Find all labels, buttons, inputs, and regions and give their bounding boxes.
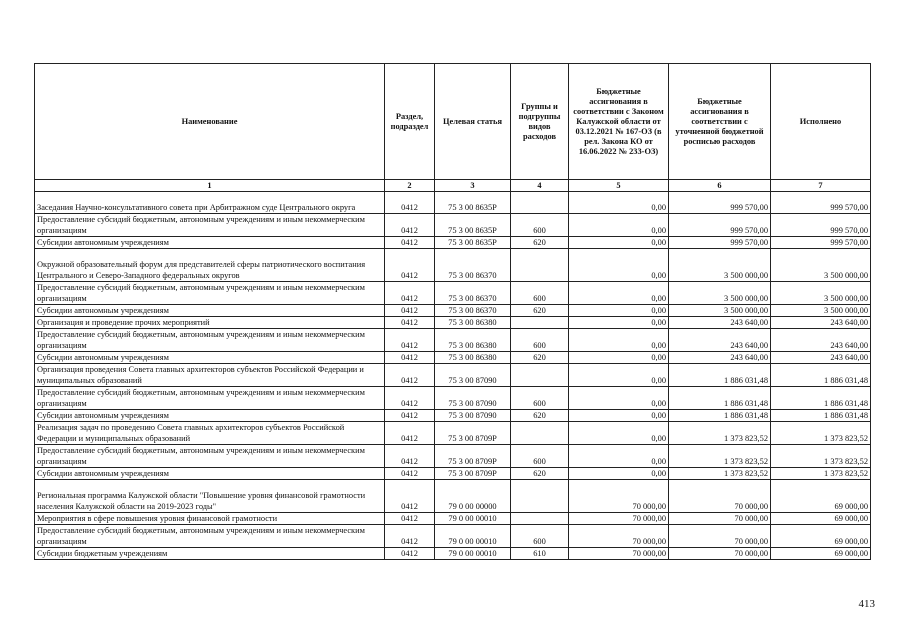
row-executed: 243 640,00 [771,317,871,329]
header-plan-allocation: Бюджетные ассигнования в соответствии с уточненной бюджетной росписью расходов [669,64,771,180]
table-row [35,548,871,560]
row-section: 0412 [385,513,435,525]
row-target-article: 75 3 00 86380 [435,352,511,364]
row-plan-allocation: 70 000,00 [669,513,771,525]
table-row [35,513,871,525]
table-row [35,364,871,387]
column-number: 5 [569,180,669,192]
row-name: Предоставление субсидий бюджетным, автономным учреждениям и иным некоммерческим организациям [35,525,385,548]
header-law-allocation: Бюджетные ассигнования в соответствии с Законом Калужской области от 03.12.2021 № 167-ОЗ (в рел. Закона КО от 16.06.2022 № 233-ОЗ) [569,64,669,180]
budget-table [34,63,871,560]
header-group: Группы и подгруппы видов расходов [511,64,569,180]
row-target-article: 75 3 00 87090 [435,387,511,410]
table-row [35,282,871,305]
row-section: 0412 [385,480,435,513]
row-law-allocation: 0,00 [569,192,669,214]
row-law-allocation: 70 000,00 [569,480,669,513]
row-section: 0412 [385,352,435,364]
row-expense-group [511,192,569,214]
row-target-article: 75 3 00 87090 [435,410,511,422]
row-expense-group: 600 [511,214,569,237]
row-law-allocation: 0,00 [569,282,669,305]
row-name: Предоставление субсидий бюджетным, автономным учреждениям и иным некоммерческим организациям [35,329,385,352]
row-name: Организация и проведение прочих мероприятий [35,317,385,329]
table-row [35,192,871,214]
table-row [35,237,871,249]
row-law-allocation: 0,00 [569,410,669,422]
row-executed: 999 570,00 [771,214,871,237]
row-expense-group: 600 [511,445,569,468]
row-expense-group: 600 [511,387,569,410]
row-name: Субсидии бюджетным учреждениям [35,548,385,560]
row-name: Субсидии автономным учреждениям [35,237,385,249]
row-plan-allocation: 1 373 823,52 [669,422,771,445]
row-executed: 1 886 031,48 [771,410,871,422]
row-executed: 69 000,00 [771,480,871,513]
row-executed: 69 000,00 [771,548,871,560]
row-law-allocation: 0,00 [569,237,669,249]
table-row [35,525,871,548]
row-name: Субсидии автономным учреждениям [35,468,385,480]
row-target-article: 79 0 00 00010 [435,525,511,548]
row-name: Субсидии автономным учреждениям [35,410,385,422]
row-law-allocation: 70 000,00 [569,548,669,560]
row-section: 0412 [385,305,435,317]
row-law-allocation: 0,00 [569,214,669,237]
row-name: Реализация задач по проведению Совета главных архитекторов субъектов Российской Федерации и муниципальных образований [35,422,385,445]
row-executed: 1 373 823,52 [771,445,871,468]
row-target-article: 79 0 00 00010 [435,548,511,560]
row-section: 0412 [385,387,435,410]
row-name: Предоставление субсидий бюджетным, автономным учреждениям и иным некоммерческим организациям [35,282,385,305]
row-plan-allocation: 999 570,00 [669,214,771,237]
row-plan-allocation: 1 373 823,52 [669,468,771,480]
row-executed: 69 000,00 [771,513,871,525]
row-expense-group [511,317,569,329]
row-executed: 243 640,00 [771,352,871,364]
row-section: 0412 [385,525,435,548]
row-law-allocation: 0,00 [569,468,669,480]
row-expense-group [511,513,569,525]
row-expense-group [511,422,569,445]
table-body [35,192,871,560]
row-section: 0412 [385,329,435,352]
column-number: 7 [771,180,871,192]
row-name: Предоставление субсидий бюджетным, автономным учреждениям и иным некоммерческим организациям [35,445,385,468]
header-executed: Исполнено [771,64,871,180]
table-row [35,422,871,445]
row-target-article: 75 3 00 8635Р [435,192,511,214]
row-plan-allocation: 1 886 031,48 [669,364,771,387]
row-law-allocation: 0,00 [569,249,669,282]
column-number-row [35,180,871,192]
row-executed: 3 500 000,00 [771,282,871,305]
row-executed: 1 886 031,48 [771,387,871,410]
row-target-article: 75 3 00 86370 [435,282,511,305]
table-row [35,317,871,329]
row-expense-group: 620 [511,468,569,480]
table-row [35,410,871,422]
row-executed: 1 886 031,48 [771,364,871,387]
row-target-article: 75 3 00 86380 [435,329,511,352]
row-executed: 69 000,00 [771,525,871,548]
row-plan-allocation: 1 886 031,48 [669,387,771,410]
header-target: Целевая статья [435,64,511,180]
row-name: Субсидии автономным учреждениям [35,305,385,317]
header-section: Раздел, подраздел [385,64,435,180]
row-expense-group: 620 [511,237,569,249]
table-row [35,249,871,282]
row-plan-allocation: 999 570,00 [669,237,771,249]
table-row [35,352,871,364]
row-plan-allocation: 3 500 000,00 [669,305,771,317]
row-target-article: 75 3 00 8709Р [435,445,511,468]
row-name: Субсидии автономным учреждениям [35,352,385,364]
row-expense-group: 620 [511,352,569,364]
row-law-allocation: 0,00 [569,445,669,468]
row-target-article: 75 3 00 8709Р [435,468,511,480]
row-plan-allocation: 3 500 000,00 [669,282,771,305]
row-name: Предоставление субсидий бюджетным, автономным учреждениям и иным некоммерческим организациям [35,387,385,410]
row-target-article: 75 3 00 87090 [435,364,511,387]
row-law-allocation: 0,00 [569,364,669,387]
row-name: Мероприятия в сфере повышения уровня финансовой грамотности [35,513,385,525]
table-row [35,305,871,317]
row-plan-allocation: 70 000,00 [669,480,771,513]
row-name: Организация проведения Совета главных архитекторов субъектов Российской Федерации и муниципальных образований [35,364,385,387]
table-row [35,214,871,237]
column-number: 3 [435,180,511,192]
column-number: 6 [669,180,771,192]
row-target-article: 79 0 00 00000 [435,480,511,513]
row-section: 0412 [385,468,435,480]
header-name: Наименование [35,64,385,180]
row-name: Заседания Научно-консультативного совета при Арбитражном суде Центрального округа [35,192,385,214]
row-expense-group [511,364,569,387]
row-executed: 999 570,00 [771,192,871,214]
row-target-article: 75 3 00 8635Р [435,237,511,249]
row-executed: 243 640,00 [771,329,871,352]
row-name: Региональная программа Калужской области "Повышение уровня финансовой грамотности населения Калужской области на 2019-2023 годы" [35,480,385,513]
row-expense-group: 600 [511,329,569,352]
page-number: 413 [858,598,875,610]
row-law-allocation: 70 000,00 [569,525,669,548]
table-row [35,468,871,480]
row-plan-allocation: 243 640,00 [669,317,771,329]
row-expense-group: 600 [511,282,569,305]
row-executed: 1 373 823,52 [771,468,871,480]
row-section: 0412 [385,237,435,249]
row-plan-allocation: 1 373 823,52 [669,445,771,468]
row-law-allocation: 0,00 [569,387,669,410]
table-row [35,387,871,410]
row-section: 0412 [385,214,435,237]
row-plan-allocation: 3 500 000,00 [669,249,771,282]
row-executed: 999 570,00 [771,237,871,249]
row-section: 0412 [385,364,435,387]
row-target-article: 79 0 00 00010 [435,513,511,525]
row-target-article: 75 3 00 8635Р [435,214,511,237]
row-section: 0412 [385,410,435,422]
row-law-allocation: 0,00 [569,305,669,317]
row-section: 0412 [385,317,435,329]
table-row [35,480,871,513]
row-expense-group: 610 [511,548,569,560]
table-row [35,445,871,468]
row-name: Окружной образовательный форум для представителей сферы патриотического воспитания Центрального и Северо-Западного федеральных округов [35,249,385,282]
row-expense-group [511,480,569,513]
row-executed: 3 500 000,00 [771,249,871,282]
row-section: 0412 [385,548,435,560]
row-executed: 1 373 823,52 [771,422,871,445]
row-law-allocation: 0,00 [569,329,669,352]
row-name: Предоставление субсидий бюджетным, автономным учреждениям и иным некоммерческим организациям [35,214,385,237]
row-section: 0412 [385,445,435,468]
row-law-allocation: 0,00 [569,352,669,364]
row-plan-allocation: 70 000,00 [669,548,771,560]
row-section: 0412 [385,282,435,305]
row-plan-allocation: 243 640,00 [669,329,771,352]
column-number: 2 [385,180,435,192]
row-target-article: 75 3 00 86380 [435,317,511,329]
header-row [35,64,871,180]
row-executed: 3 500 000,00 [771,305,871,317]
row-target-article: 75 3 00 8709Р [435,422,511,445]
row-expense-group [511,249,569,282]
row-section: 0412 [385,192,435,214]
row-plan-allocation: 243 640,00 [669,352,771,364]
row-expense-group: 600 [511,525,569,548]
column-number: 4 [511,180,569,192]
row-plan-allocation: 1 886 031,48 [669,410,771,422]
row-expense-group: 620 [511,410,569,422]
row-section: 0412 [385,422,435,445]
row-law-allocation: 70 000,00 [569,513,669,525]
row-law-allocation: 0,00 [569,317,669,329]
table-row [35,329,871,352]
row-law-allocation: 0,00 [569,422,669,445]
row-target-article: 75 3 00 86370 [435,249,511,282]
row-plan-allocation: 70 000,00 [669,525,771,548]
row-target-article: 75 3 00 86370 [435,305,511,317]
row-plan-allocation: 999 570,00 [669,192,771,214]
column-number: 1 [35,180,385,192]
row-expense-group: 620 [511,305,569,317]
row-section: 0412 [385,249,435,282]
